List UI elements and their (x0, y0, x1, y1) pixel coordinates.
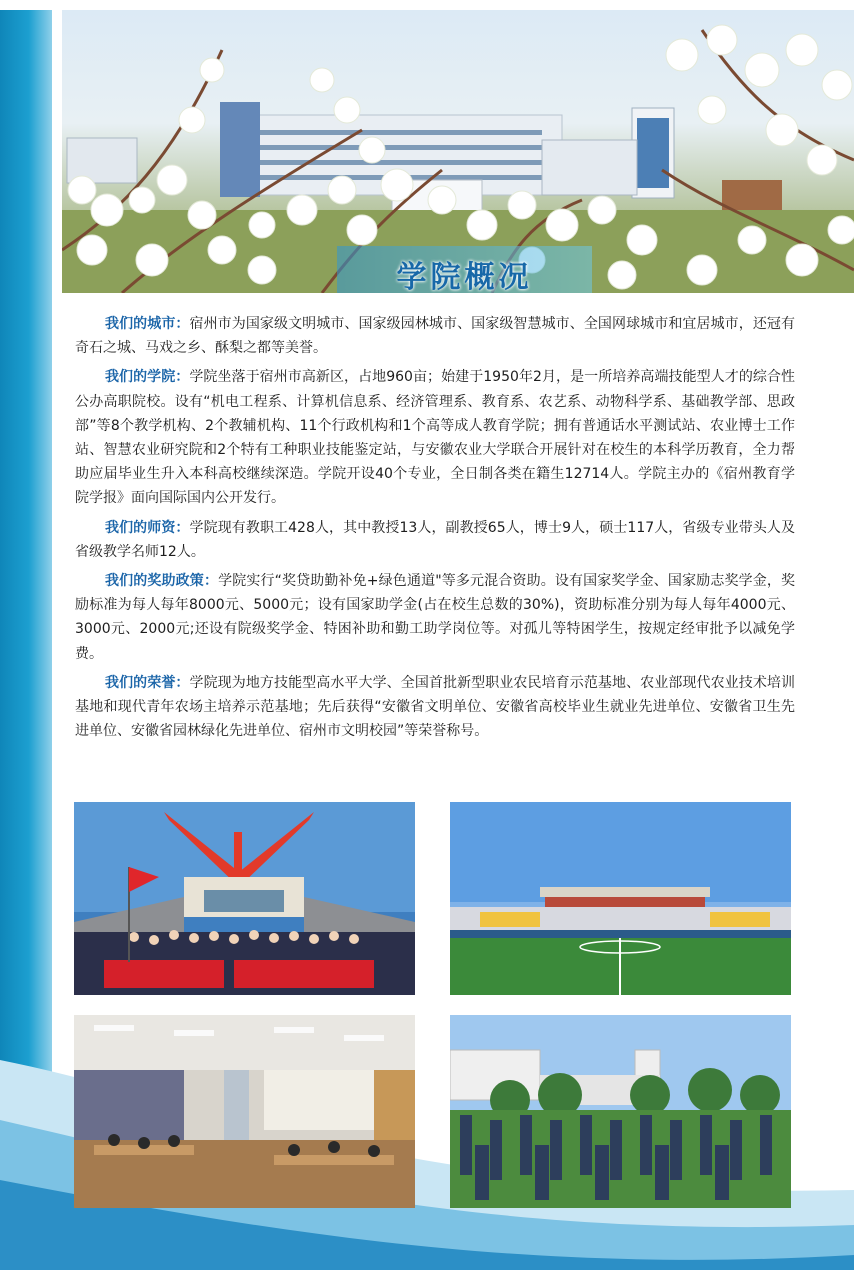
section-label: 我们的城市： (105, 316, 190, 332)
section-label: 我们的师资： (105, 519, 190, 536)
section-city (75, 312, 795, 360)
photo-group-gate (74, 802, 415, 995)
section-aid-policy (75, 569, 795, 666)
hero-banner (62, 10, 854, 293)
section-text: 学院现为地方技能型高水平大学、全国首批新型职业农民培育示范基地、农业部现代农业技术培训基地和现代青年农场主培养示范基地；先后获得“安徽省文明单位、安徽省高校毕业生就业先进单位、安徽省卫生先进单位、安徽省园林绿化先进单位、宿州市文明校园”等荣誉称号。 (75, 674, 795, 740)
photo-stadium (450, 802, 791, 995)
section-honors (75, 671, 795, 744)
page-title: 学院概况 (396, 260, 533, 293)
photo-military-training (450, 1015, 791, 1208)
left-decorative-band (0, 10, 52, 1210)
content-body (75, 312, 795, 748)
section-college (75, 365, 795, 510)
section-text: 学院现有教职工428人，其中教授13人，副教授65人，博士9人，硕士117人，省级专业带头人及省级教学名师12人。 (75, 519, 796, 560)
section-label: 我们的学院： (105, 369, 190, 386)
section-label: 我们的奖助政策： (105, 573, 219, 590)
title-box (337, 246, 592, 293)
section-text: 学院坐落于宿州市高新区，占地960亩；始建于1950年2月，是一所培养高端技能型人才的综合性公办高职院校。设有“机电工程系、计算机信息系、经济管理系、教育系、农艺系、动物科学系、基础教学部、思政部”等8个教学机构、2个教辅机构、11个行政机构和1个高等成人教育学院；拥有普通话水平测试站、农业博士工作站、智慧农业研究院和2个特有工种职业技能鉴定站，与安徽农业大学联合开展针对在校生的本科学历教育，全力帮助应届毕业生升入本科高校继续深造。学院开设40个专业，全日制各类在籍生12714人。学院主办的《宿州教育学院学报》面向国际国内公开发行。 (75, 369, 795, 507)
section-label: 我们的荣誉： (105, 674, 190, 691)
section-text: 学院实行“奖贷助勤补免+绿色通道"等多元混合资助。设有国家奖学金、国家励志奖学金，奖励标准为每人每年8000元、5000元；设有国家助学金(占在校生总数的30%)，资助标准分别为每人每年4000元、3000元、2000元;还设有院级奖学金、特困补助和勤工助学岗位等。对孤儿等特困学生，按规定经审批予以减免学费。 (75, 573, 796, 662)
section-faculty (75, 516, 795, 564)
section-text: 宿州市为国家级文明城市、国家级园林城市、国家级智慧城市、全国网球城市和宜居城市，还冠有奇石之城、马戏之乡、酥梨之都等美誉。 (75, 316, 795, 357)
photo-library (74, 1015, 415, 1208)
